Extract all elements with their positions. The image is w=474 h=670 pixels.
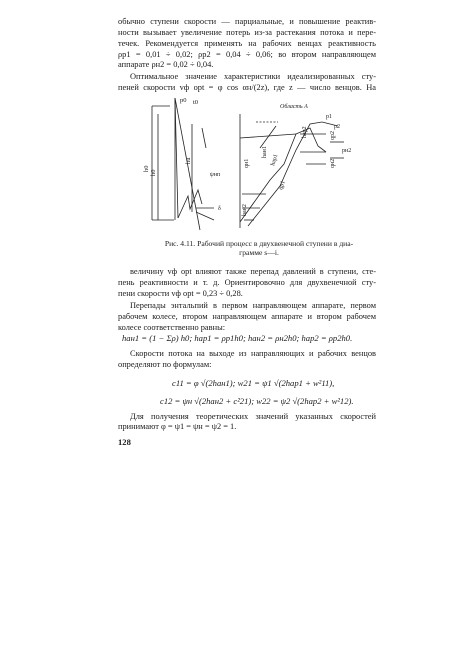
label-q-n2: qн2 — [330, 158, 336, 168]
text-line: принимают φ = ψ1 = ψн = ψ2 = 1. — [118, 422, 237, 431]
velocity-formula-1: c11 = φ √(2hан1); w21 = ψ1 √(2hар1 + w²11), — [172, 378, 335, 388]
text-line: Скорости потока на выходе из направляющих и рабочих венцов — [130, 349, 376, 358]
text-line: пень реактивности и т. д. Ориентировочно для двухвенечной сту- — [118, 278, 376, 287]
page-number: 128 — [118, 437, 131, 447]
figure-caption-line1: Рис. 4.11. Рабочий процесс в двухвенечной ступени в диа- — [164, 239, 354, 248]
label-h0-inner: h0 — [150, 169, 157, 176]
label-q-n1: qн1 — [244, 158, 250, 168]
text-line: пеней скорости vф opt = φ cos αн/(2z), где z — число венцов. На — [118, 83, 376, 92]
label-q-p1: qр1 — [278, 180, 287, 191]
text-line: ρр1 = 0,01 ÷ 0,02; ρр2 = 0,04 ÷ 0,06; во втором направляющем — [118, 50, 376, 59]
label-psi: ψнп — [210, 172, 221, 178]
label-p2: p2 — [334, 124, 340, 130]
velocity-formula-2: c12 = ψн √(2hан2 + c²21); w22 = ψ2 √(2hар2 + w²12). — [160, 396, 354, 406]
hs-diagram-figure — [130, 94, 376, 236]
label-h-ar1: hар1 — [270, 153, 280, 167]
text-line: ности вызывает увеличение потерь из-за растекания потока и пере- — [118, 28, 376, 37]
text-line: аппарате ρн2 = 0,02 ÷ 0,04. — [118, 60, 214, 69]
label-h-an1: hан1 — [262, 146, 268, 158]
label-t0: t0 — [193, 99, 199, 106]
right-process-diagram — [240, 114, 344, 228]
text-line: течек. Рекомендуется применять на рабочих венцах реактивность — [118, 39, 376, 48]
label-p0: p0 — [180, 97, 187, 104]
text-line: колесе соответственно равны: — [118, 323, 226, 332]
label-h0-outer: h0 — [143, 165, 150, 172]
enthalpy-drops-formula: hан1 = (1 − Σρ) h0; hар1 = ρр1h0; hан2 = ρн2h0; hар2 = ρр2h0. — [122, 333, 353, 343]
label-h-ar2: hар2 — [302, 126, 308, 138]
text-line: Для получения теоретических значений указанных скоростей — [130, 412, 376, 421]
text-line: обычно ступени скорости — парциальные, и повышение реактив- — [118, 17, 376, 26]
label-region-a: Область А — [280, 104, 308, 110]
label-hu: hu — [185, 157, 192, 164]
text-line: Оптимальное значение характеристики идеализированных сту- — [130, 72, 376, 81]
text-line: пени скорости vф opt = 0,23 ÷ 0,28. — [118, 289, 243, 298]
text-line: величину vф opt влияют также перепад давлений в ступени, сте- — [130, 267, 376, 276]
text-line: Перепады энтальпий в первом направляющем аппарате, первом — [130, 301, 376, 310]
text-line: определяют по формулам: — [118, 360, 212, 369]
label-delta: δ — [218, 206, 221, 212]
label-p1: p1 — [326, 114, 332, 120]
label-q-p2: qр2 — [330, 131, 336, 140]
label-h-an2: hан2 — [242, 204, 248, 216]
figure-caption-line2: грамме s—i. — [239, 248, 279, 257]
label-p-n2: pн2 — [342, 148, 352, 154]
left-process-diagram — [152, 98, 214, 230]
text-line: рабочем колесе, втором направляющем аппарате и втором рабочем — [118, 312, 376, 321]
